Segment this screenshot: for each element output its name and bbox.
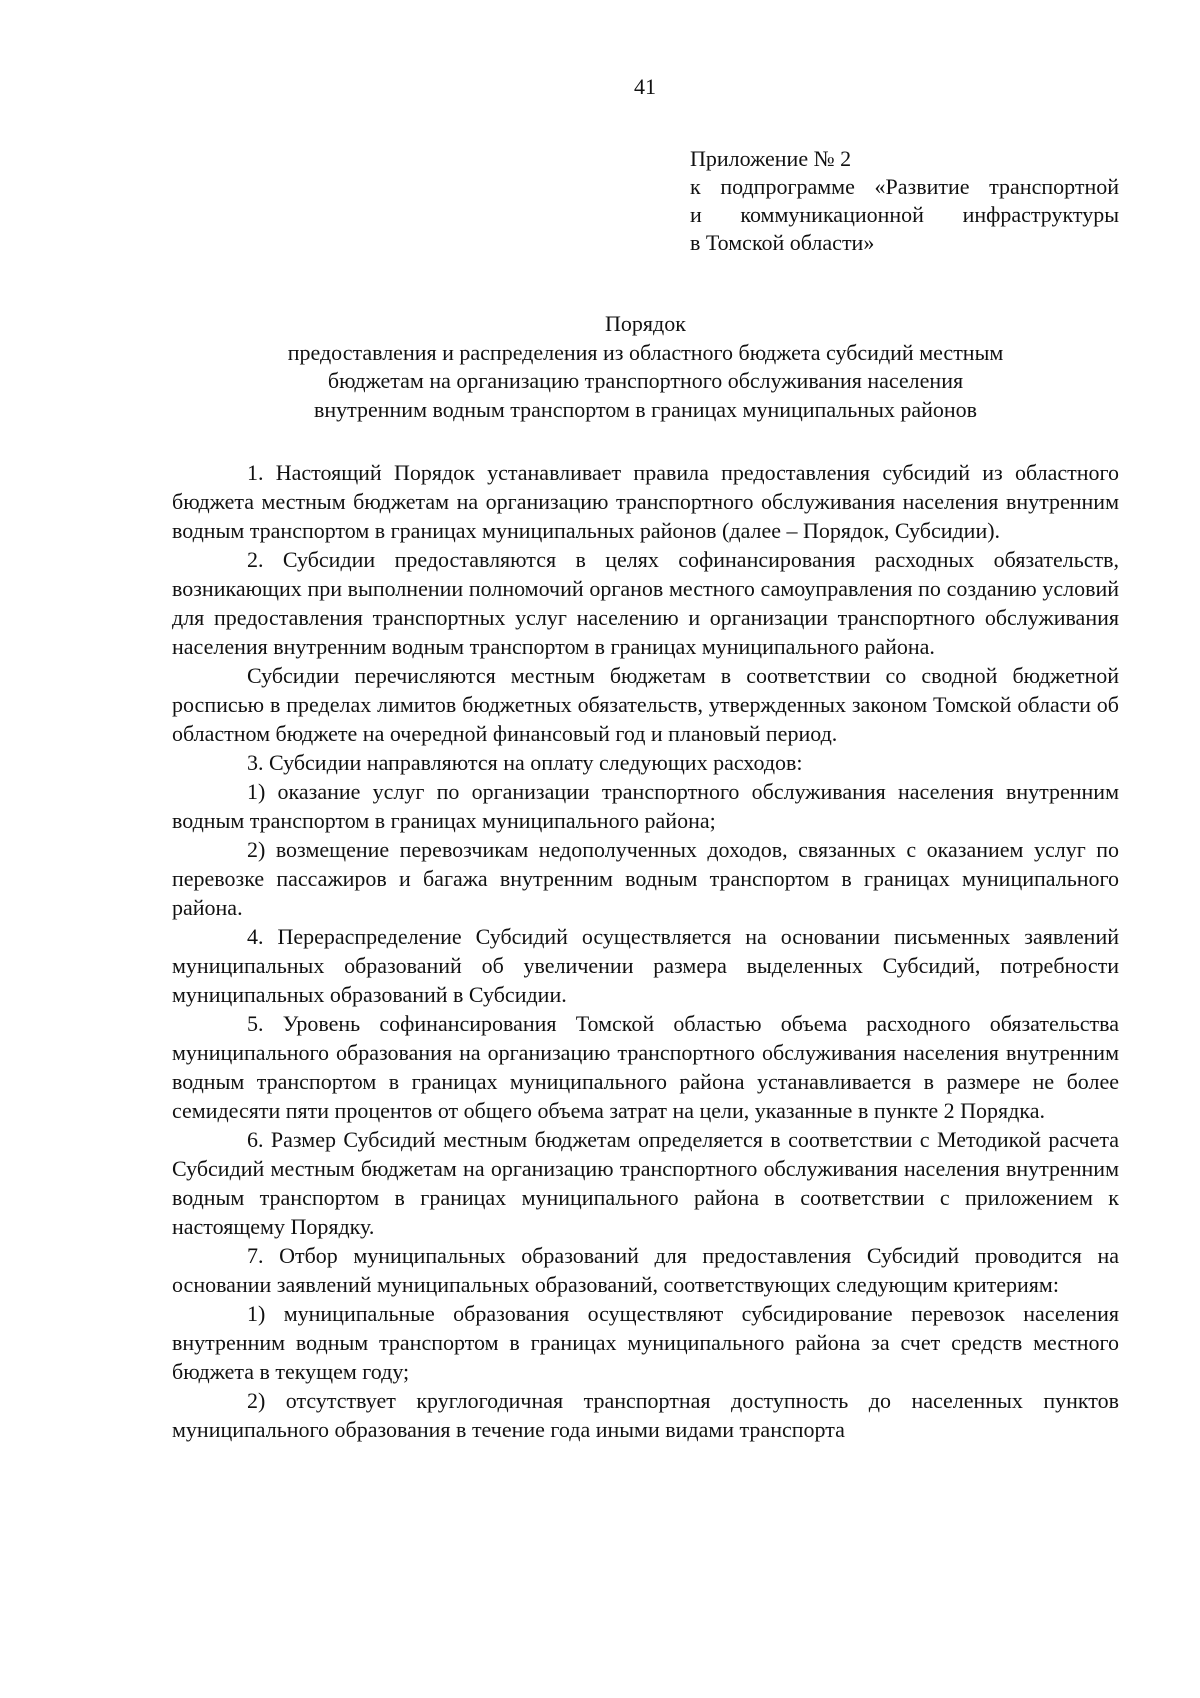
paragraph: 1) муниципальные образования осуществляют субсидирование перевозок населения внутренним водным транспортом в границах муниципального района за счет средств местного бюджета в текущем году;	[172, 1301, 1119, 1384]
annex-line: и коммуникационной инфраструктуры	[690, 202, 1119, 227]
annex-note	[690, 145, 1119, 257]
title-line: предоставления и распределения из областного бюджета субсидий местным	[287, 339, 1004, 365]
annex-line: в Томской области»	[690, 230, 875, 255]
paragraph: 3. Субсидии направляются на оплату следующих расходов:	[247, 750, 803, 775]
paragraph: 6. Размер Субсидий местным бюджетам определяется в соответствии с Методикой расчета Субсидий местным бюджетам на организацию транспортного обслуживания населения внутренним водным транспортом в границах муниципального района в соответствии с приложением к настоящему Порядку.	[172, 1127, 1119, 1239]
paragraph: 4. Перераспределение Субсидий осуществляется на основании письменных заявлений муниципальных образований об увеличении размера выделенных Субсидий, потребности муниципальных образований в Субсидии.	[172, 924, 1119, 1007]
paragraph: Субсидии перечисляются местным бюджетам в соответствии со сводной бюджетной росписью в пределах лимитов бюджетных обязательств, утвержденных законом Томской области об областном бюджете на очередной финансовый год и плановый период.	[172, 663, 1119, 746]
title-line: бюджетам на организацию транспортного обслуживания населения	[327, 368, 964, 393]
title-line: внутренним водным транспортом в границах муниципальных районов	[313, 396, 978, 422]
paragraph: 5. Уровень софинансирования Томской областью объема расходного обязательства муниципального образования на организацию транспортного обслуживания населения внутренним водным транспортом в границах муниципального района устанавливается в размере не более семидесяти пяти процентов от общего объема затрат на цели, указанные в пункте 2 Порядка.	[172, 1011, 1119, 1123]
document-title	[172, 310, 1119, 424]
annex-line: Приложение № 2	[690, 146, 852, 171]
paragraph: 2) возмещение перевозчикам недополученных доходов, связанных с оказанием услуг по перевозке пассажиров и багажа внутренним водным транспортом в границах муниципального района.	[172, 837, 1119, 920]
paragraph: 1) оказание услуг по организации транспортного обслуживания населения внутренним водным транспортом в границах муниципального района;	[172, 779, 1119, 833]
paragraph: 7. Отбор муниципальных образований для предоставления Субсидий проводится на основании заявлений муниципальных образований, соответствующих следующим критериям:	[172, 1243, 1119, 1297]
paragraph: 1. Настоящий Порядок устанавливает правила предоставления субсидий из областного бюджета местным бюджетам на организацию транспортного обслуживания населения внутренним водным транспортом в границах муниципальных районов (далее – Порядок, Субсидии).	[172, 460, 1119, 543]
paragraph: 2) отсутствует круглогодичная транспортная доступность до населенных пунктов муниципального образования в течение года иными видами транспорта	[172, 1388, 1119, 1442]
title-heading: Порядок	[605, 311, 686, 336]
annex-line: к подпрограмме «Развитие транспортной	[690, 174, 1119, 199]
paragraph: 2. Субсидии предоставляются в целях софинансирования расходных обязательств, возникающих при выполнении полномочий органов местного самоуправления по созданию условий для предоставления транспортных услуг населению и организации транспортного обслуживания населения внутренним водным транспортом в границах муниципального района.	[172, 547, 1119, 659]
document-body	[172, 458, 1119, 1444]
page-number: 41	[634, 74, 656, 99]
